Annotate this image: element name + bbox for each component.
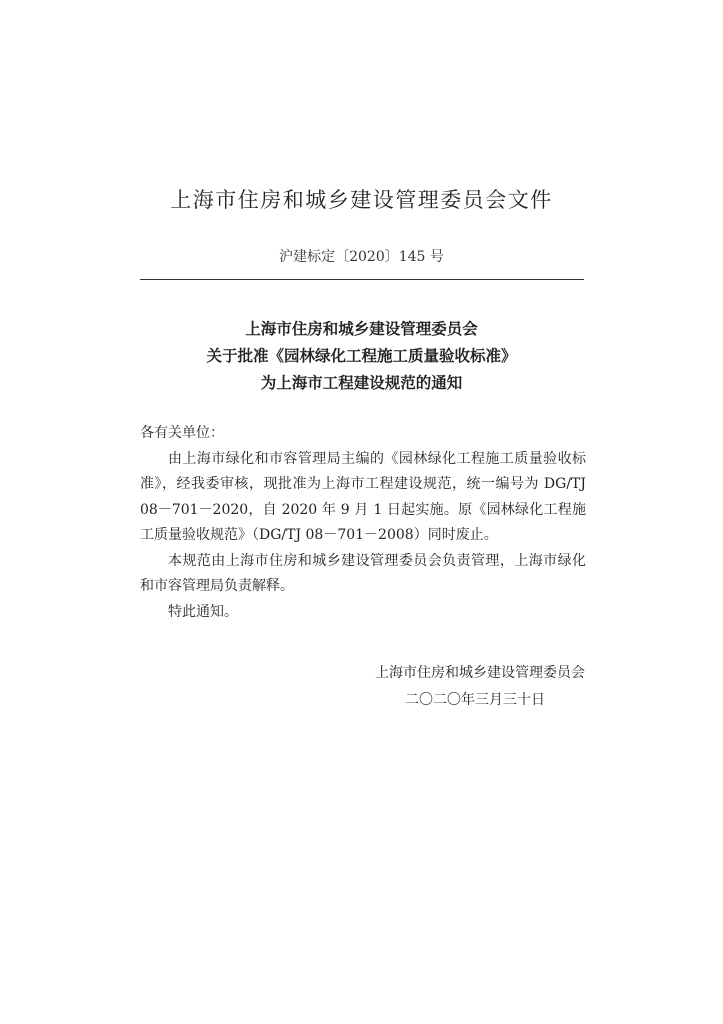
body-paragraph: 本规范由上海市住房和城乡建设管理委员会负责管理，上海市绿化和市容管理局负责解释。 [140, 552, 586, 594]
body-paragraph: 由上海市绿化和市容管理局主编的《园林绿化工程施工质量验收标准》，经我委审核，现批准为上海市工程建设规范，统一编号为 DG/TJ 08－701－2020，自 2020 年 9 月 1 日起实施。原《园林绿化工程施工质量验收规范》（DG/TJ 08－701－2008）同时废止。 [140, 450, 586, 543]
notice-title [0, 316, 723, 397]
notice-title-line: 关于批准《园林绿化工程施工质量验收标准》 [206, 347, 517, 365]
salutation: 各有关单位： [140, 425, 224, 441]
signature-date: 二〇二〇年三月三十日 [405, 692, 545, 708]
document-number: 沪建标定〔2020〕145 号 [279, 249, 444, 265]
header-divider [140, 279, 584, 280]
organization-header: 上海市住房和城乡建设管理委员会文件 [170, 188, 553, 212]
notice-title-line: 上海市住房和城乡建设管理委员会 [245, 320, 478, 338]
body-paragraph: 特此通知。 [168, 603, 238, 620]
signature-organization: 上海市住房和城乡建设管理委员会 [375, 665, 585, 681]
signature-block [375, 660, 585, 714]
notice-title-line: 为上海市工程建设规范的通知 [260, 374, 463, 392]
notice-body [140, 421, 586, 625]
